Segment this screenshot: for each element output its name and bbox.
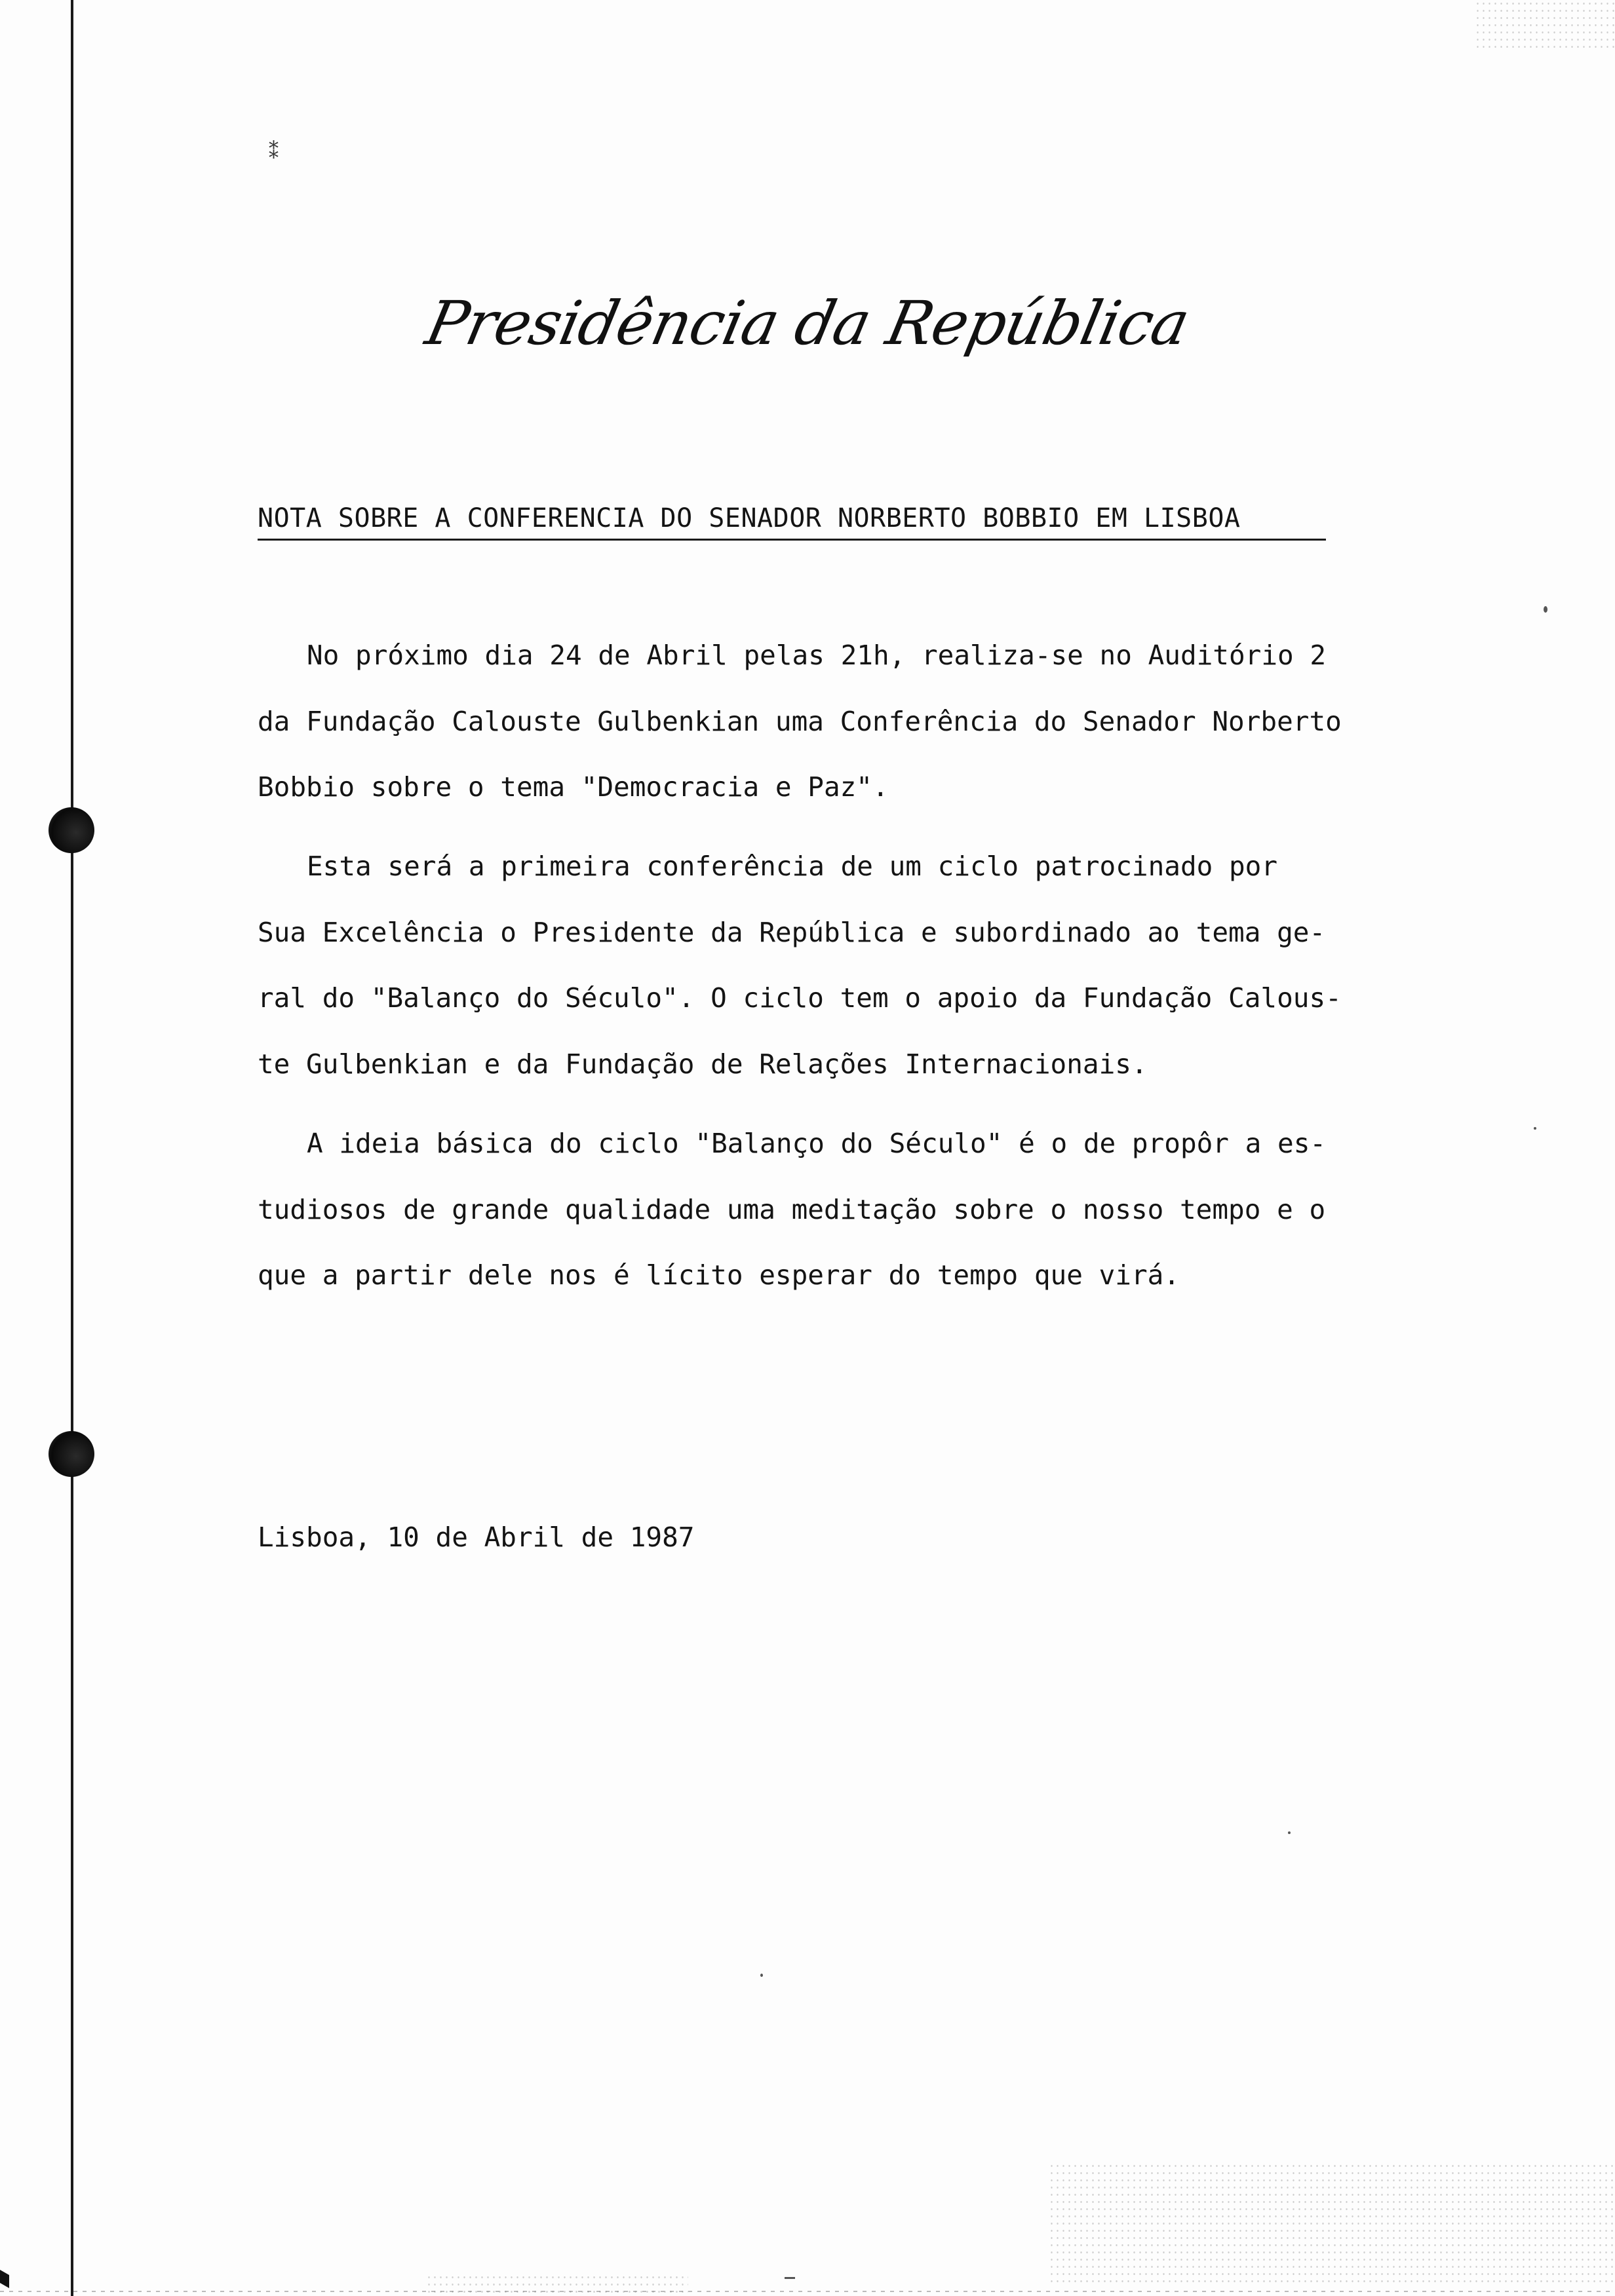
punch-hole-bottom bbox=[49, 1431, 94, 1477]
speck bbox=[1288, 1831, 1291, 1834]
scan-noise-top-right bbox=[1475, 0, 1615, 52]
speck bbox=[760, 1974, 763, 1977]
paragraph-line: ral do "Balanço do Século". O ciclo tem o apoio da Fundação Calous- bbox=[258, 982, 1342, 1014]
title-underline bbox=[258, 539, 1326, 541]
bottom-edge-noise bbox=[0, 2291, 1615, 2292]
paragraph-line: Esta será a primeira conferência de um ciclo patrocinado por bbox=[307, 851, 1278, 882]
scan-noise-bottom-right bbox=[1049, 2162, 1615, 2287]
letterhead: Presidência da República bbox=[419, 288, 1196, 358]
paragraph-line: No próximo dia 24 de Abril pelas 21h, realiza-se no Auditório 2 bbox=[307, 640, 1327, 671]
speck bbox=[785, 2277, 795, 2279]
scan-noise-bottom-center bbox=[426, 2274, 688, 2293]
paragraph-line: Sua Excelência o Presidente da República e subordinado ao tema ge- bbox=[258, 916, 1326, 948]
document-title: NOTA SOBRE A CONFERENCIA DO SENADOR NORBERTO BOBBIO EM LISBOA bbox=[258, 503, 1241, 533]
paragraph-3 bbox=[258, 1111, 1372, 1309]
speck bbox=[1534, 1127, 1536, 1130]
stray-mark-icon: ⁑ bbox=[269, 141, 279, 164]
punch-hole-top bbox=[49, 807, 94, 853]
paragraph-line: te Gulbenkian e da Fundação de Relações Internacionais. bbox=[258, 1048, 1148, 1080]
paragraph-line: tudiosos de grande qualidade uma meditação sobre o nosso tempo e o bbox=[258, 1193, 1326, 1225]
paragraph-2 bbox=[258, 833, 1372, 1097]
paragraph-line: que a partir dele nos é lícito esperar do tempo que virá. bbox=[258, 1259, 1180, 1291]
place-and-date: Lisboa, 10 de Abril de 1987 bbox=[258, 1521, 695, 1553]
speck bbox=[1544, 606, 1547, 613]
paragraph-line: da Fundação Calouste Gulbenkian uma Conferência do Senador Norberto bbox=[258, 705, 1342, 737]
corner-mark bbox=[0, 2270, 9, 2288]
paragraph-line: A ideia básica do ciclo "Balanço do Século" é o de propôr a es- bbox=[307, 1128, 1327, 1159]
paragraph-1 bbox=[258, 622, 1372, 820]
paragraph-line: Bobbio sobre o tema "Democracia e Paz". bbox=[258, 771, 889, 803]
